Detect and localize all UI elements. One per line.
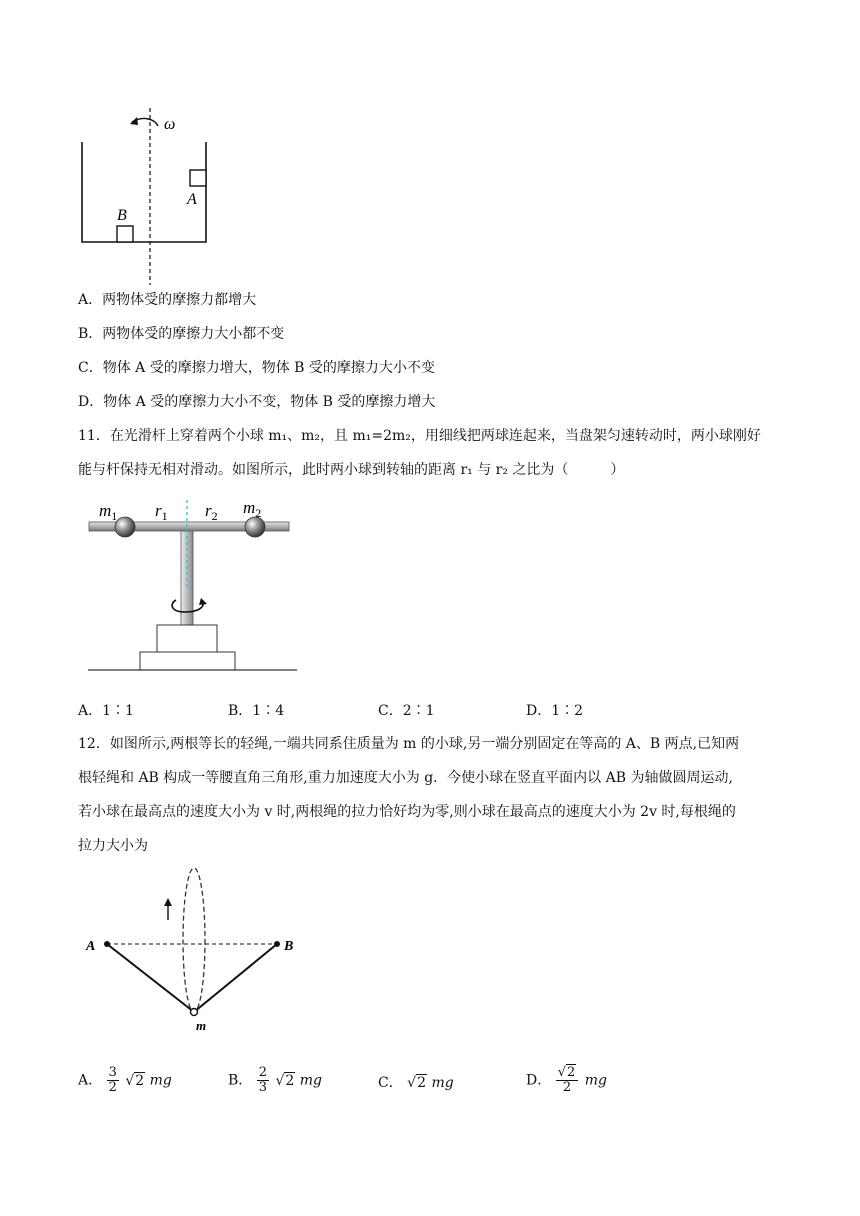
q12-option-b[interactable]: B． $\frac{2}{3}$ √2 mg	[228, 1065, 323, 1095]
q11-stem-line1: 11．在光滑杆上穿着两个小球 m₁、m₂，且 m₁=2m₂，用细线把两球连起来，当盘架匀速转动时，两小球刚好	[78, 428, 761, 444]
ball-m	[191, 1009, 198, 1016]
string-a	[107, 944, 194, 1012]
point-a	[104, 941, 110, 947]
sqrt: √2	[407, 1075, 427, 1091]
sqrt: √2	[125, 1072, 145, 1089]
figure-rotating-container	[70, 100, 230, 290]
circular-path	[183, 868, 205, 1012]
label-m: m	[196, 1018, 207, 1033]
string-b	[194, 944, 277, 1012]
sqrt: √2	[275, 1072, 295, 1089]
ball-m1	[115, 517, 135, 537]
figure-string-pendulum	[80, 860, 320, 1040]
label-b: B	[284, 939, 294, 954]
label-r2: $r_2$	[205, 501, 218, 523]
fraction: $\frac{3}{2}$	[108, 1065, 117, 1095]
q10-option-b[interactable]: B．两物体受的摩擦力大小都不变	[78, 326, 285, 342]
q12-stem-line4: 拉力大小为	[78, 838, 148, 854]
q12-option-a[interactable]: A． $\frac{3}{2}$ √2 mg	[78, 1065, 172, 1095]
point-b	[274, 941, 280, 947]
figure-rotating-rod	[85, 488, 305, 678]
q11-option-c[interactable]: C．2∶1	[378, 703, 435, 719]
label-m2: $m_2$	[243, 498, 262, 520]
q10-option-a[interactable]: A．两物体受的摩擦力都增大	[78, 292, 257, 308]
ball-m2	[245, 517, 265, 537]
q10-option-c[interactable]: C．物体 A 受的摩擦力增大，物体 B 受的摩擦力大小不变	[78, 360, 435, 376]
fraction: $\frac{2}{3}$	[258, 1065, 268, 1095]
base-upper	[157, 625, 217, 652]
q12-stem-line3: 若小球在最高点的速度大小为 v 时,两根绳的拉力恰好均为零,则小球在最高点的速度大小为 2v 时,每根绳的	[78, 804, 736, 820]
q12-stem-line1: 12．如图所示,两根等长的轻绳,一端共同系住质量为 m 的小球,另一端分别固定在等高的 A、B 两点,已知两	[78, 736, 740, 752]
base-lower	[140, 652, 235, 670]
q11-option-d[interactable]: D．1∶2	[526, 703, 584, 719]
q11-option-a[interactable]: A．1∶1	[78, 703, 134, 719]
q11-option-b[interactable]: B．1∶4	[228, 703, 285, 719]
label-a: A	[86, 939, 96, 954]
q11-stem-line2: 能与杆保持无相对滑动。如图所示，此时两小球到转轴的距离 r₁ 与 r₂ 之比为（ ）	[78, 462, 625, 478]
q12-option-c[interactable]: C． √2 mg	[378, 1075, 454, 1091]
label-r1: $r_1$	[155, 501, 168, 523]
q12-option-d[interactable]: D． $\frac{√2}{2}$ mg	[526, 1065, 607, 1095]
omega-label: ω	[164, 116, 176, 133]
fraction: $\frac{√2}{2}$	[556, 1066, 579, 1095]
q10-option-d[interactable]: D．物体 A 受的摩擦力大小不变，物体 B 受的摩擦力增大	[78, 394, 436, 410]
label-m1: $m_1$	[99, 501, 118, 523]
q12-stem-line2: 根轻绳和 AB 构成一等腰直角三角形,重力加速度大小为 g．今使小球在竖直平面内以 AB 为轴做圆周运动,	[78, 770, 733, 786]
block-a	[190, 170, 206, 186]
label-a: A	[187, 191, 197, 208]
label-b: B	[117, 207, 127, 224]
block-b	[117, 226, 133, 242]
